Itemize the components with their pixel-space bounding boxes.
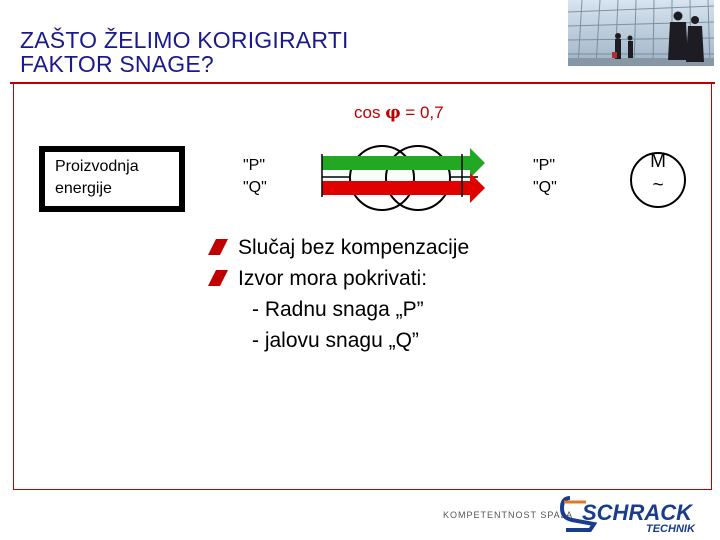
- list-item: [208, 263, 469, 294]
- load-q-label: "Q": [533, 179, 557, 196]
- transformer-arrows-graphic: [300, 138, 500, 218]
- phi-symbol: φ: [385, 103, 401, 123]
- sub-item-text: - jalovu snagu „Q”: [252, 329, 419, 352]
- logo-main-text: SCHRACK: [582, 500, 692, 525]
- bullet-icon: [208, 270, 228, 286]
- load-side-pq-labels: [533, 155, 557, 199]
- source-line-1: Proizvodnja: [55, 158, 139, 175]
- transformer-diagram: [300, 138, 500, 218]
- source-p-label: "P": [243, 157, 266, 174]
- page-title: [20, 28, 349, 76]
- motor-m-label: M: [650, 151, 666, 172]
- motor-label: [628, 150, 688, 198]
- sub-list-item: [208, 294, 469, 325]
- title-line-1: ZAŠTO ŽELIMO KORIGIRARTI: [20, 27, 349, 53]
- list-item: [208, 232, 469, 263]
- source-side-pq-labels: [243, 155, 267, 199]
- bullet-icon: [208, 239, 228, 255]
- load-p-label: "P": [533, 157, 556, 174]
- cos-prefix: cos: [354, 103, 386, 122]
- footer-tagline: KOMPETENTNOST SPAJA: [443, 510, 574, 520]
- transformer-coil-right-icon: [386, 146, 450, 210]
- schrack-logo-graphic: [560, 494, 714, 534]
- bullet-text: Izvor mora pokrivati:: [238, 267, 428, 290]
- motor-symbol: [628, 150, 688, 210]
- source-line-2: energije: [55, 180, 112, 197]
- energy-source-box: [39, 146, 185, 212]
- source-q-label: "Q": [243, 179, 267, 196]
- power-factor-label: [354, 103, 444, 123]
- active-power-arrow: [322, 148, 485, 178]
- schrack-logo: [560, 494, 714, 534]
- header-photo: [568, 0, 714, 66]
- sub-list-item: [208, 325, 469, 356]
- title-line-2: FAKTOR SNAGE?: [20, 51, 214, 77]
- motor-ac-label: ~: [652, 175, 664, 196]
- business-people-photo: [568, 0, 714, 66]
- energy-source-label: [45, 152, 179, 206]
- transformer-coil-left-icon: [350, 146, 414, 210]
- bullet-text: Slučaj bez kompenzacije: [238, 236, 470, 259]
- cos-value: = 0,7: [400, 103, 444, 122]
- sub-item-text: - Radnu snaga „P”: [252, 298, 424, 321]
- explanation-list: [208, 232, 469, 356]
- logo-sub-text: TECHNIK: [646, 523, 695, 534]
